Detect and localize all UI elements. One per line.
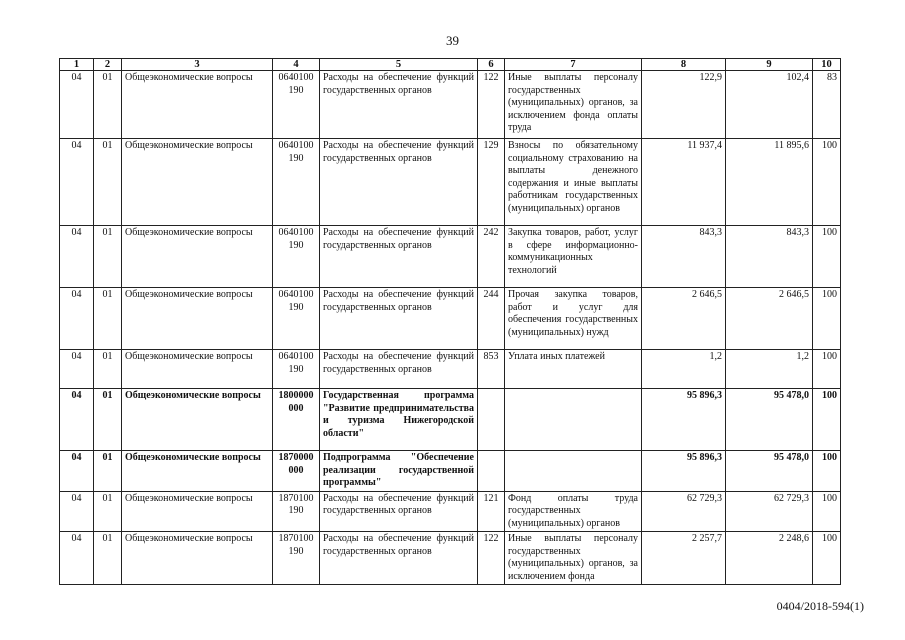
- executed-amount-cell: 11 895,6: [726, 139, 813, 226]
- table-row: [60, 350, 841, 389]
- expense-type-name-cell: [505, 451, 642, 492]
- budget-table: [59, 58, 841, 585]
- article-name-cell: Подпрограмма "Обеспечение реализации государственной программы": [320, 451, 478, 492]
- header-cell: 2: [94, 59, 122, 71]
- planned-amount-cell: 95 896,3: [642, 451, 726, 492]
- section-code-cell: 04: [60, 139, 94, 226]
- expense-type-code-cell: 242: [478, 226, 505, 288]
- article-name-cell: Расходы на обеспечение функций государственных органов: [320, 139, 478, 226]
- execution-percent-cell: 100: [813, 451, 841, 492]
- section-code-cell: 04: [60, 451, 94, 492]
- executed-amount-cell: 62 729,3: [726, 491, 813, 532]
- section-name-cell: Общеэкономические вопросы: [122, 451, 273, 492]
- article-name-cell: Расходы на обеспечение функций государственных органов: [320, 226, 478, 288]
- section-code-cell: 04: [60, 389, 94, 451]
- section-name-cell: Общеэкономические вопросы: [122, 389, 273, 451]
- document-code: 0404/2018-594(1): [776, 599, 864, 613]
- target-article-code-cell: 1800000 000: [273, 389, 320, 451]
- section-code-cell: 04: [60, 532, 94, 585]
- header-row: [60, 59, 841, 71]
- section-name-cell: Общеэкономические вопросы: [122, 491, 273, 532]
- table-row: [60, 491, 841, 532]
- table-row: [60, 226, 841, 288]
- expense-type-code-cell: 244: [478, 288, 505, 350]
- article-name-cell: Расходы на обеспечение функций государственных органов: [320, 491, 478, 532]
- table-row: [60, 71, 841, 139]
- planned-amount-cell: 1,2: [642, 350, 726, 389]
- planned-amount-cell: 95 896,3: [642, 389, 726, 451]
- expense-type-code-cell: [478, 389, 505, 451]
- execution-percent-cell: 100: [813, 532, 841, 585]
- table-row: [60, 139, 841, 226]
- target-article-code-cell: 0640100 190: [273, 139, 320, 226]
- planned-amount-cell: 122,9: [642, 71, 726, 139]
- header-cell: 7: [505, 59, 642, 71]
- planned-amount-cell: 11 937,4: [642, 139, 726, 226]
- article-name-cell: Государственная программа "Развитие предпринимательства и туризма Нижегородской области": [320, 389, 478, 451]
- execution-percent-cell: 100: [813, 288, 841, 350]
- expense-type-name-cell: Иные выплаты персоналу государственных (муниципальных) органов, за исключением фонда: [505, 532, 642, 585]
- expense-type-code-cell: 853: [478, 350, 505, 389]
- section-code-cell: 04: [60, 71, 94, 139]
- header-cell: 3: [122, 59, 273, 71]
- subsection-code-cell: 01: [94, 139, 122, 226]
- target-article-code-cell: 1870100 190: [273, 532, 320, 585]
- subsection-code-cell: 01: [94, 226, 122, 288]
- subsection-code-cell: 01: [94, 389, 122, 451]
- expense-type-name-cell: Взносы по обязательному социальному страхованию на выплаты денежного содержания и иные выплаты работникам государственных (муниципальных) органов: [505, 139, 642, 226]
- subsection-code-cell: 01: [94, 288, 122, 350]
- section-name-cell: Общеэкономические вопросы: [122, 350, 273, 389]
- section-code-cell: 04: [60, 491, 94, 532]
- article-name-cell: Расходы на обеспечение функций государственных органов: [320, 71, 478, 139]
- target-article-code-cell: 1870100 190: [273, 491, 320, 532]
- section-code-cell: 04: [60, 226, 94, 288]
- execution-percent-cell: 100: [813, 139, 841, 226]
- execution-percent-cell: 100: [813, 350, 841, 389]
- table-row: [60, 389, 841, 451]
- target-article-code-cell: 0640100 190: [273, 350, 320, 389]
- section-name-cell: Общеэкономические вопросы: [122, 139, 273, 226]
- executed-amount-cell: 102,4: [726, 71, 813, 139]
- table-row: [60, 451, 841, 492]
- planned-amount-cell: 843,3: [642, 226, 726, 288]
- execution-percent-cell: 100: [813, 226, 841, 288]
- article-name-cell: Расходы на обеспечение функций государственных органов: [320, 532, 478, 585]
- executed-amount-cell: 1,2: [726, 350, 813, 389]
- header-cell: 9: [726, 59, 813, 71]
- subsection-code-cell: 01: [94, 491, 122, 532]
- expense-type-code-cell: 122: [478, 71, 505, 139]
- section-name-cell: Общеэкономические вопросы: [122, 532, 273, 585]
- header-cell: 5: [320, 59, 478, 71]
- execution-percent-cell: 100: [813, 389, 841, 451]
- expense-type-name-cell: Иные выплаты персоналу государственных (муниципальных) органов, за исключением фонда оплаты труда: [505, 71, 642, 139]
- expense-type-name-cell: Уплата иных платежей: [505, 350, 642, 389]
- header-cell: 10: [813, 59, 841, 71]
- section-name-cell: Общеэкономические вопросы: [122, 288, 273, 350]
- section-code-cell: 04: [60, 350, 94, 389]
- section-name-cell: Общеэкономические вопросы: [122, 71, 273, 139]
- executed-amount-cell: 95 478,0: [726, 389, 813, 451]
- executed-amount-cell: 95 478,0: [726, 451, 813, 492]
- subsection-code-cell: 01: [94, 532, 122, 585]
- expense-type-name-cell: [505, 389, 642, 451]
- page-number: 39: [446, 33, 459, 48]
- planned-amount-cell: 2 646,5: [642, 288, 726, 350]
- expense-type-code-cell: 121: [478, 491, 505, 532]
- planned-amount-cell: 2 257,7: [642, 532, 726, 585]
- expense-type-code-cell: [478, 451, 505, 492]
- executed-amount-cell: 2 646,5: [726, 288, 813, 350]
- subsection-code-cell: 01: [94, 350, 122, 389]
- planned-amount-cell: 62 729,3: [642, 491, 726, 532]
- target-article-code-cell: 0640100 190: [273, 288, 320, 350]
- section-code-cell: 04: [60, 288, 94, 350]
- target-article-code-cell: 0640100 190: [273, 226, 320, 288]
- expense-type-name-cell: Закупка товаров, работ, услуг в сфере информационно-коммуникационных технологий: [505, 226, 642, 288]
- article-name-cell: Расходы на обеспечение функций государственных органов: [320, 288, 478, 350]
- target-article-code-cell: 1870000 000: [273, 451, 320, 492]
- header-cell: 1: [60, 59, 94, 71]
- section-name-cell: Общеэкономические вопросы: [122, 226, 273, 288]
- executed-amount-cell: 2 248,6: [726, 532, 813, 585]
- execution-percent-cell: 100: [813, 491, 841, 532]
- subsection-code-cell: 01: [94, 71, 122, 139]
- subsection-code-cell: 01: [94, 451, 122, 492]
- article-name-cell: Расходы на обеспечение функций государственных органов: [320, 350, 478, 389]
- table-body: [60, 71, 841, 585]
- table-row: [60, 288, 841, 350]
- header-cell: 4: [273, 59, 320, 71]
- executed-amount-cell: 843,3: [726, 226, 813, 288]
- expense-type-code-cell: 129: [478, 139, 505, 226]
- expense-type-name-cell: Прочая закупка товаров, работ и услуг для обеспечения государственных (муниципальных) нужд: [505, 288, 642, 350]
- execution-percent-cell: 83: [813, 71, 841, 139]
- header-cell: 6: [478, 59, 505, 71]
- target-article-code-cell: 0640100 190: [273, 71, 320, 139]
- header-cell: 8: [642, 59, 726, 71]
- expense-type-name-cell: Фонд оплаты труда государственных (муниципальных) органов: [505, 491, 642, 532]
- table-row: [60, 532, 841, 585]
- expense-type-code-cell: 122: [478, 532, 505, 585]
